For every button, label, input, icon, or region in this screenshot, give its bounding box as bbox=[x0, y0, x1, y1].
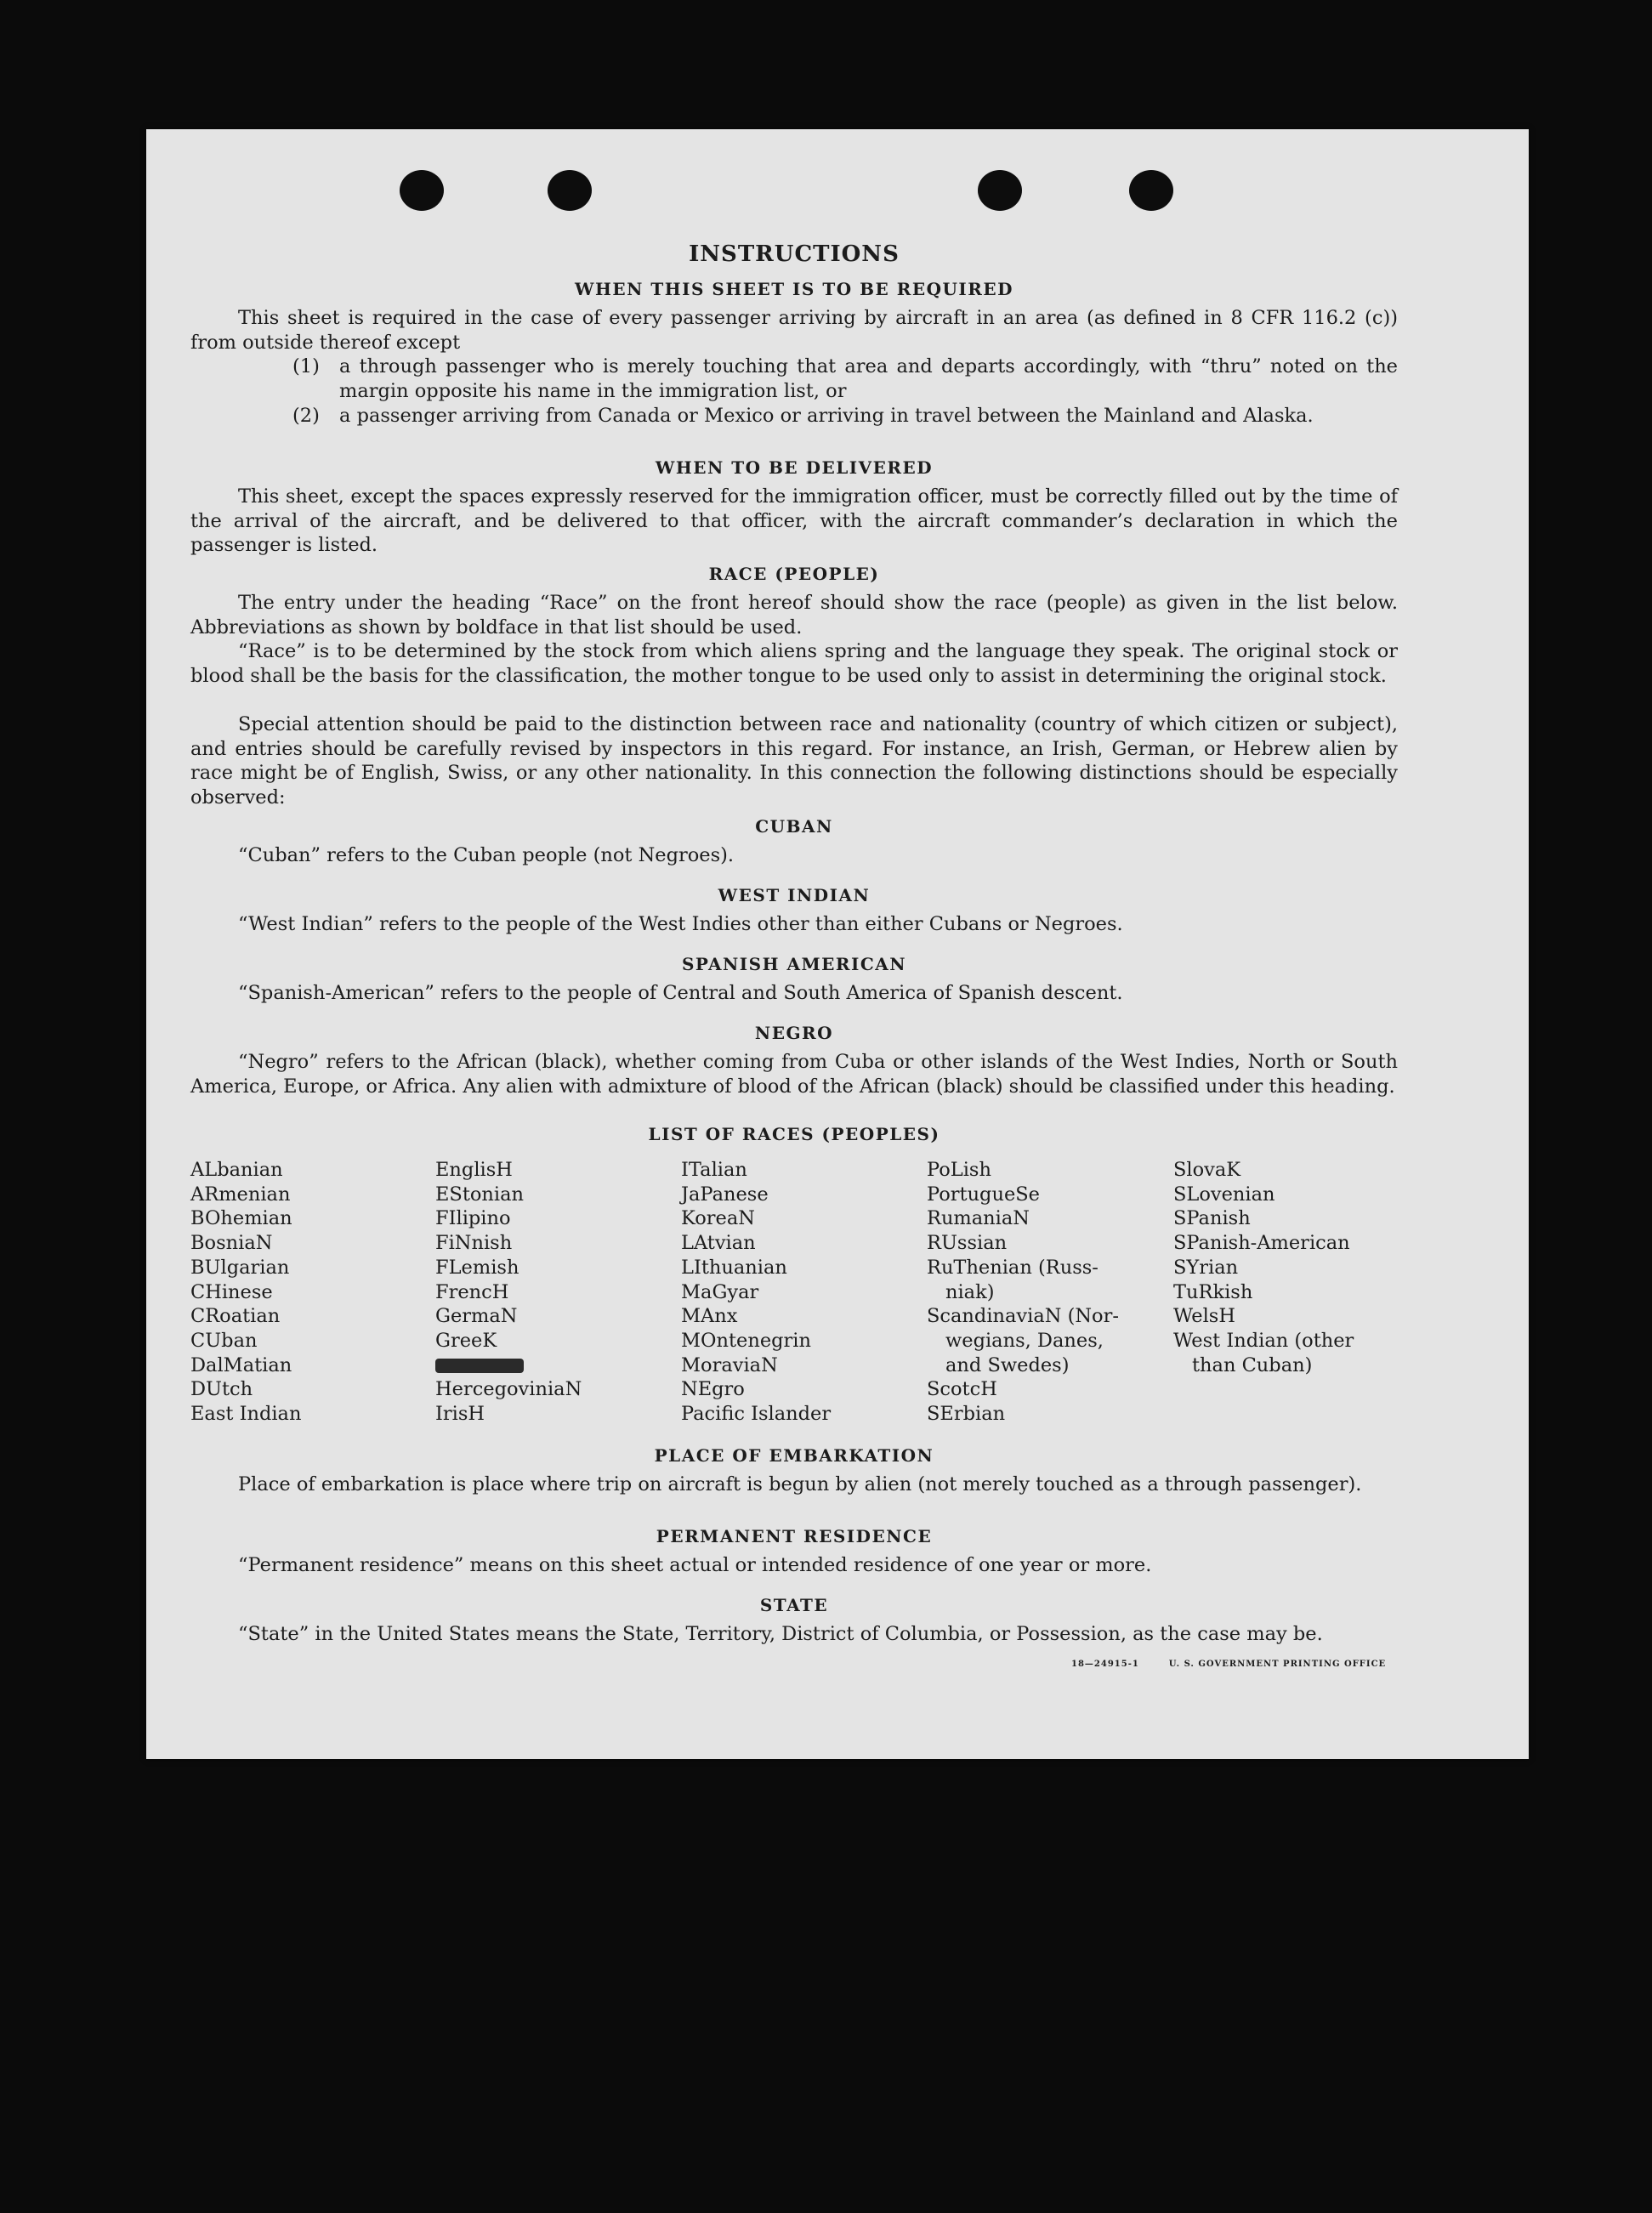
cuban-text: “Cuban” refers to the Cuban people (not Negroes). bbox=[238, 844, 735, 866]
race-entry: SlovaK bbox=[1173, 1159, 1241, 1181]
punch-hole bbox=[400, 170, 444, 211]
race-entry: MoraviaN bbox=[681, 1353, 778, 1376]
section-heading-spanish-american: SPANISH AMERICAN bbox=[681, 954, 907, 974]
required-intro: This sheet is required in the case of every passenger arriving by aircraft in an area (as defined in 8 CFR 116.2 (c)) from outside thereof except bbox=[190, 307, 1398, 354]
page-title: INSTRUCTIONS bbox=[689, 241, 900, 267]
race-entry: WelsH bbox=[1173, 1305, 1235, 1328]
race-entry: SLovenian bbox=[1173, 1183, 1275, 1206]
printer-name: U. S. GOVERNMENT PRINTING OFFICE bbox=[1168, 1660, 1387, 1669]
race-entry: SPanish-American bbox=[1173, 1232, 1350, 1255]
race-entry: ScotcH bbox=[927, 1378, 997, 1401]
race-entry: JaPanese bbox=[681, 1183, 769, 1206]
race-entry: SPanish bbox=[1173, 1207, 1251, 1230]
race-entry: West Indian (other bbox=[1173, 1329, 1354, 1352]
race-entry: Pacific Islander bbox=[681, 1403, 832, 1426]
race-entry: ITalian bbox=[681, 1159, 747, 1181]
race-entry: FLemish bbox=[435, 1256, 519, 1279]
race-entry: CUban bbox=[190, 1329, 258, 1352]
exception-text: a passenger arriving from Canada or Mexico or arriving in travel between the Mainland and Alaska. bbox=[339, 405, 1314, 427]
race-entry: HercegoviniaN bbox=[435, 1378, 582, 1401]
section-heading-race: RACE (PEOPLE) bbox=[708, 564, 880, 584]
printer-footer bbox=[1071, 1660, 1386, 1669]
section-heading-negro: NEGRO bbox=[754, 1023, 834, 1043]
state-text: “State” in the United States means the State, Territory, District of Columbia, or Possession, as the case may be. bbox=[238, 1623, 1323, 1645]
exception-number: (1) bbox=[292, 355, 320, 377]
form-number: 18—24915-1 bbox=[1071, 1660, 1139, 1669]
race-entry: SYrian bbox=[1173, 1256, 1239, 1279]
residence-text: “Permanent residence” means on this sheet actual or intended residence of one year or more. bbox=[238, 1554, 1152, 1576]
race-entry: DalMatian bbox=[190, 1353, 292, 1376]
race-entry: DUtch bbox=[190, 1378, 253, 1401]
race-entry: EnglisH bbox=[435, 1159, 513, 1181]
race-entry: PortugueSe bbox=[927, 1183, 1041, 1206]
embarkation-text: Place of embarkation is place where trip on aircraft is begun by alien (not merely touched as a through passenger). bbox=[238, 1473, 1362, 1495]
race-entry: PoLish bbox=[927, 1159, 991, 1181]
race-paragraph-1: The entry under the heading “Race” on the front hereof should show the race (people) as given in the list below. Abbreviations as shown by boldface in that list should be used. bbox=[190, 592, 1398, 638]
race-column-3 bbox=[681, 1158, 831, 1427]
west-indian-text: “West Indian” refers to the people of the West Indies other than either Cubans or Negroes. bbox=[238, 913, 1123, 935]
section-heading-state: STATE bbox=[759, 1595, 829, 1615]
redacted-entry bbox=[435, 1353, 582, 1378]
race-entry-continued: than Cuban) bbox=[1192, 1353, 1313, 1376]
race-column-5 bbox=[1173, 1158, 1354, 1377]
negro-text: “Negro” refers to the African (black), whether coming from Cuba or other islands of the West Indies, North or South America, Europe, or Africa. Any alien with admixture of blood of the African (black) should be classified under this heading. bbox=[190, 1051, 1398, 1098]
race-entry: FIlipino bbox=[435, 1207, 511, 1230]
instruction-sheet bbox=[146, 129, 1529, 1759]
race-entry: MOntenegrin bbox=[681, 1329, 811, 1352]
exception-item bbox=[292, 404, 1398, 453]
race-entry: TuRkish bbox=[1173, 1280, 1253, 1303]
race-entry: GermaN bbox=[435, 1305, 518, 1328]
race-entry: CRoatian bbox=[190, 1305, 281, 1328]
race-entry: East Indian bbox=[190, 1403, 302, 1426]
race-entry: RumaniaN bbox=[927, 1207, 1030, 1230]
race-entry: ARmenian bbox=[190, 1183, 291, 1206]
race-column-2 bbox=[435, 1158, 582, 1427]
section-heading-required: WHEN THIS SHEET IS TO BE REQUIRED bbox=[575, 279, 1013, 299]
race-entry-continued: wegians, Danes, bbox=[945, 1329, 1104, 1352]
race-entry: MaGyar bbox=[681, 1280, 759, 1303]
race-entry: FrencH bbox=[435, 1280, 509, 1303]
spanish-american-text: “Spanish-American” refers to the people of Central and South America of Spanish descent. bbox=[238, 982, 1123, 1004]
race-paragraph-3: Special attention should be paid to the distinction between race and nationality (country of which citizen or subject), and entries should be carefully revised by inspectors in this regard. For instance, an Irish, German, or Hebrew alien by race might be of English, Swiss, or any other nationality. In this connection the following distinctions should be especially observed: bbox=[190, 713, 1398, 809]
race-entry: SErbian bbox=[927, 1403, 1006, 1426]
race-entry: KoreaN bbox=[681, 1207, 755, 1230]
section-heading-embarkation: PLACE OF EMBARKATION bbox=[654, 1445, 934, 1466]
race-column-1 bbox=[190, 1158, 301, 1427]
race-entry: GreeK bbox=[435, 1329, 497, 1352]
race-entry: RUssian bbox=[927, 1232, 1008, 1255]
race-entry: RuThenian (Russ- bbox=[927, 1256, 1098, 1279]
race-entry: CHinese bbox=[190, 1280, 273, 1303]
race-entry: NEgro bbox=[681, 1378, 745, 1401]
race-entry-continued: niak) bbox=[945, 1280, 995, 1303]
punch-hole bbox=[548, 170, 592, 211]
race-entry: BOhemian bbox=[190, 1207, 292, 1230]
exception-item bbox=[292, 355, 1398, 404]
section-heading-races: LIST OF RACES (PEOPLES) bbox=[648, 1124, 940, 1144]
race-entry: LIthuanian bbox=[681, 1256, 787, 1279]
exception-text: a through passenger who is merely touching that area and departs accordingly, with “thru” noted on the margin opposite his name in the immigration list, or bbox=[339, 355, 1398, 402]
exception-number: (2) bbox=[292, 405, 320, 427]
race-column-4 bbox=[927, 1158, 1119, 1427]
race-entry: EStonian bbox=[435, 1183, 525, 1206]
section-heading-west-indian: WEST INDIAN bbox=[718, 885, 871, 905]
race-entry: LAtvian bbox=[681, 1232, 756, 1255]
delivered-text: This sheet, except the spaces expressly reserved for the immigration officer, must be correctly filled out by the time of the arrival of the aircraft, and be delivered to that officer, with the aircraft commander’s declaration in which the passenger is listed. bbox=[190, 485, 1398, 557]
redaction-mark bbox=[435, 1359, 524, 1373]
punch-hole bbox=[978, 170, 1022, 211]
section-heading-cuban: CUBAN bbox=[755, 816, 833, 837]
race-entry: ALbanian bbox=[190, 1159, 283, 1181]
race-entry-continued: and Swedes) bbox=[945, 1353, 1070, 1376]
race-entry: ScandinaviaN (Nor- bbox=[927, 1305, 1119, 1328]
race-entry: BosniaN bbox=[190, 1232, 273, 1255]
section-heading-delivered: WHEN TO BE DELIVERED bbox=[655, 457, 934, 478]
punch-hole bbox=[1129, 170, 1173, 211]
race-paragraph-2: “Race” is to be determined by the stock from which aliens spring and the language they speak. The original stock or blood shall be the basis for the classification, the mother tongue to be used only to assist in determining the original stock. bbox=[190, 640, 1398, 687]
section-heading-residence: PERMANENT RESIDENCE bbox=[656, 1526, 933, 1546]
race-entry: FiNnish bbox=[435, 1232, 513, 1255]
race-entry: BUlgarian bbox=[190, 1256, 290, 1279]
race-entry: IrisH bbox=[435, 1403, 485, 1426]
race-entry: MAnx bbox=[681, 1305, 738, 1328]
